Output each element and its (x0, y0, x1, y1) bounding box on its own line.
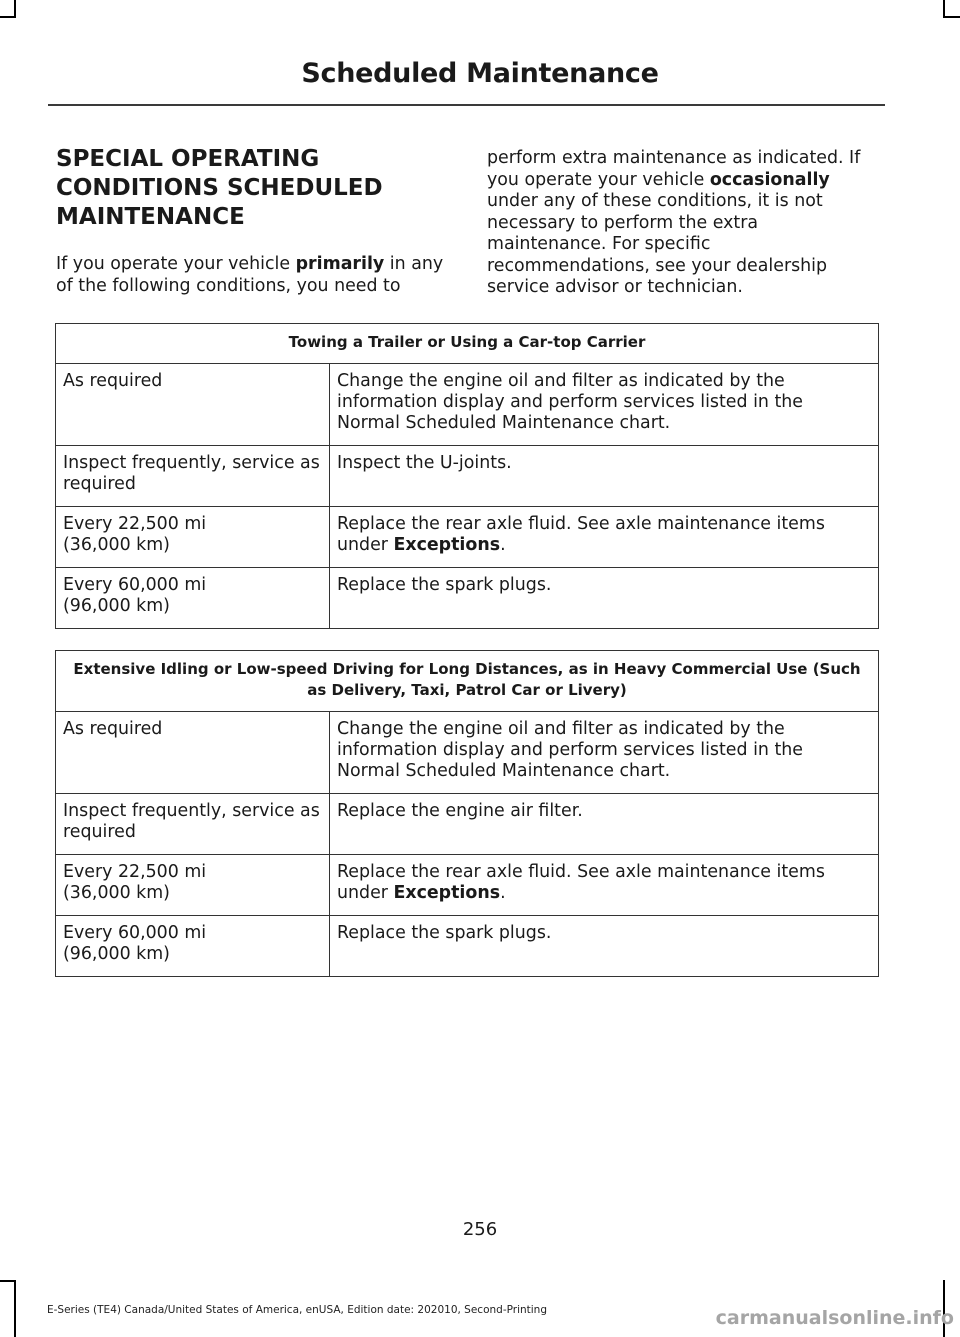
table-row (56, 364, 879, 446)
interval-cell: Inspect frequently, service as required (56, 794, 330, 855)
header-divider (48, 104, 885, 106)
interval-miles: Every 22,500 mi (63, 862, 207, 882)
table-row (56, 507, 879, 568)
table-header-row (56, 324, 879, 364)
intro-text: under any of these conditions, it is not necessary to perform the extra maintenance. For specific recommendations, see your dealership service advisor or technician. (487, 191, 828, 297)
section-heading-line: SPECIAL OPERATING (56, 146, 320, 172)
interval-km: (96,000 km) (63, 944, 170, 964)
interval-km: (96,000 km) (63, 596, 170, 616)
action-cell (330, 712, 879, 794)
interval-km: (36,000 km) (63, 535, 170, 555)
table-title: Towing a Trailer or Using a Car-top Carrier (56, 324, 879, 364)
action-cell (330, 916, 879, 977)
maintenance-table-towing (55, 323, 879, 629)
intro-keyword-occasionally: occasionally (709, 169, 830, 190)
interval-km: (36,000 km) (63, 883, 170, 903)
action-cell (330, 568, 879, 629)
interval-miles: Every 22,500 mi (63, 514, 207, 534)
action-cell (330, 507, 879, 568)
interval-cell (56, 507, 330, 568)
action-text: Inspect the U-joints. (337, 453, 512, 473)
action-cell (330, 446, 879, 507)
table-row (56, 794, 879, 855)
action-cell (330, 855, 879, 916)
action-text: Replace the engine air filter. (337, 801, 583, 821)
intro-keyword-primarily: primarily (295, 254, 385, 274)
action-text: Change the engine oil and filter as indicated by the information display and perform services listed in the Normal Scheduled Maintenance chart. (337, 719, 803, 781)
intro-text: If you operate your vehicle (56, 254, 296, 274)
interval-miles: Every 60,000 mi (63, 923, 207, 943)
action-keyword: Exceptions (393, 883, 501, 903)
action-text: Replace the rear axle fluid. See axle maintenance items under (337, 862, 825, 903)
action-cell (330, 364, 879, 446)
action-keyword: Exceptions (393, 535, 501, 555)
table-row (56, 446, 879, 507)
section-heading (56, 145, 446, 232)
edition-footer: E-Series (TE4) Canada/United States of America, enUSA, Edition date: 202010, Second-Printing (47, 1304, 548, 1316)
interval-miles: Every 60,000 mi (63, 575, 207, 595)
crop-mark-bottom-left-v (14, 1280, 16, 1337)
table-row (56, 916, 879, 977)
table-row (56, 855, 879, 916)
action-text: Replace the spark plugs. (337, 575, 552, 595)
page-header-title: Scheduled Maintenance (301, 58, 659, 89)
watermark: carmanualsonline.info (715, 1307, 954, 1329)
table-row (56, 568, 879, 629)
crop-mark-top-left-h (0, 16, 16, 18)
action-text-end: . (500, 535, 506, 555)
section-heading-line: CONDITIONS SCHEDULED (56, 175, 383, 201)
table-title: Extensive Idling or Low-speed Driving for Long Distances, as in Heavy Commercial Use (Such as Delivery, Taxi, Patrol Car or Livery) (56, 651, 879, 712)
action-text-end: . (500, 883, 506, 903)
intro-text: in any of the following conditions, you need to (56, 254, 444, 296)
table-row (56, 712, 879, 794)
crop-mark-top-right-h (943, 16, 960, 18)
intro-text: perform extra maintenance as indicated. If you operate your vehicle (487, 148, 861, 190)
intro-paragraph-right (487, 148, 877, 299)
maintenance-table-idling (55, 650, 879, 977)
action-text: Change the engine oil and filter as indicated by the information display and perform services listed in the Normal Scheduled Maintenance chart. (337, 371, 803, 433)
interval-cell (56, 855, 330, 916)
crop-mark-bottom-left-h (0, 1280, 16, 1282)
interval-cell: Inspect frequently, service as required (56, 446, 330, 507)
intro-paragraph-left (56, 254, 451, 297)
action-text: Replace the spark plugs. (337, 923, 552, 943)
action-text: Replace the rear axle fluid. See axle maintenance items under (337, 514, 825, 555)
table-header-row (56, 651, 879, 712)
page-number: 256 (462, 1219, 498, 1240)
action-cell (330, 794, 879, 855)
interval-cell: As required (56, 364, 330, 446)
interval-cell: As required (56, 712, 330, 794)
interval-cell (56, 916, 330, 977)
section-heading-line: MAINTENANCE (56, 204, 245, 230)
interval-cell (56, 568, 330, 629)
